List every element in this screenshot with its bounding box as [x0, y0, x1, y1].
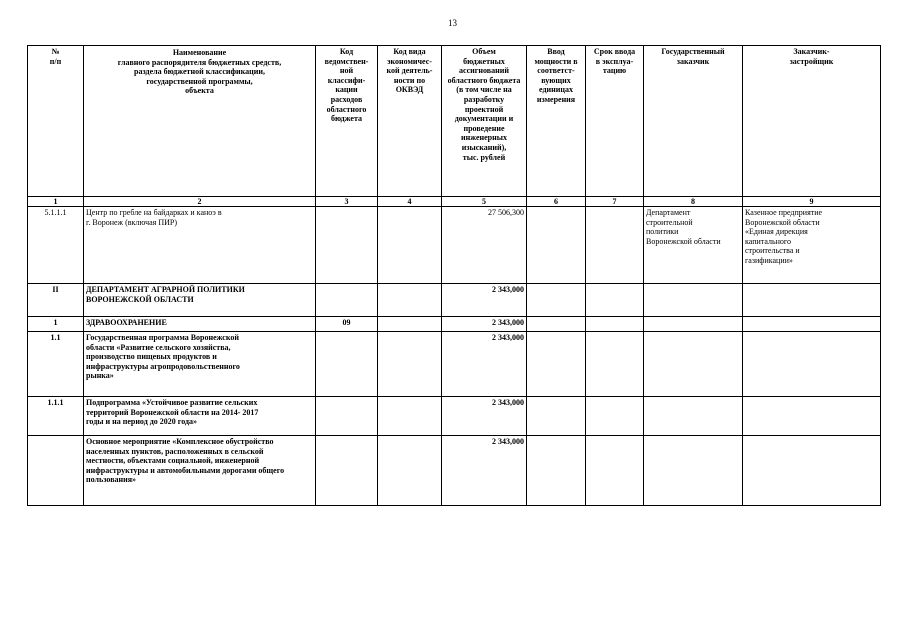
header-number-text: № п/п [49, 47, 62, 66]
header-okved [378, 46, 442, 197]
table-header-row [28, 46, 881, 197]
row-name [84, 207, 316, 284]
table-row [28, 397, 881, 436]
row-name-text: ДЕПАРТАМЕНТ АГРАРНОЙ ПОЛИТИКИ ВОРОНЕЖСКОЙ ОБЛАСТИ [86, 285, 245, 304]
row-term [586, 317, 644, 332]
row-okved [378, 284, 442, 317]
row-capacity [527, 436, 586, 506]
row-amount: 2 343,000 [442, 317, 527, 332]
row-amount: 27 506,300 [442, 207, 527, 284]
row-code [316, 207, 378, 284]
table-row [28, 317, 881, 332]
row-code [316, 397, 378, 436]
row-capacity [527, 284, 586, 317]
column-number: 4 [378, 197, 442, 207]
row-amount: 2 343,000 [442, 284, 527, 317]
row-name [84, 436, 316, 506]
header-dept-code [316, 46, 378, 197]
row-number [28, 436, 84, 506]
header-name [84, 46, 316, 197]
row-name-text: Центр по гребле на байдарках и каноэ в г. Воронеж (включая ПИР) [86, 208, 222, 227]
row-capacity [527, 207, 586, 284]
budget-table [27, 45, 881, 506]
row-okved [378, 207, 442, 284]
row-customer-text: Департамент строительной политики Воронежской области [646, 208, 721, 246]
row-okved [378, 436, 442, 506]
row-name-text: Государственная программа Воронежской области «Развитие сельского хозяйства, производство пищевых продуктов и инфраструктуры агропродовольственного рынка» [86, 333, 240, 381]
row-developer-text: Казенное предприятие Воронежской области «Единая дирекция капитального строительства и газификации» [745, 208, 823, 265]
header-term [586, 46, 644, 197]
table-row [28, 332, 881, 397]
row-capacity [527, 397, 586, 436]
header-developer [743, 46, 881, 197]
header-amount [442, 46, 527, 197]
row-customer [644, 207, 743, 284]
row-code [316, 284, 378, 317]
row-name [84, 397, 316, 436]
row-customer [644, 332, 743, 397]
row-developer [743, 207, 881, 284]
column-number: 9 [743, 197, 881, 207]
header-amount-text: Объем бюджетных ассигнований областного бюджета (в том числе на разработку проектной документации и проведение инженерных изысканий), тыс. рублей [447, 47, 521, 162]
column-number: 2 [84, 197, 316, 207]
column-number: 5 [442, 197, 527, 207]
row-number: 5.1.1.1 [28, 207, 84, 284]
header-customer [644, 46, 743, 197]
row-okved [378, 317, 442, 332]
header-capacity [527, 46, 586, 197]
row-developer [743, 397, 881, 436]
row-number: 1 [28, 317, 84, 332]
row-customer [644, 397, 743, 436]
header-number [28, 46, 84, 197]
row-amount: 2 343,000 [442, 332, 527, 397]
row-amount: 2 343,000 [442, 397, 527, 436]
column-number-row [28, 197, 881, 207]
row-number: 1.1.1 [28, 397, 84, 436]
row-developer [743, 332, 881, 397]
row-customer [644, 317, 743, 332]
column-number: 6 [527, 197, 586, 207]
row-name-text: Основное мероприятие «Комплексное обустройство населенных пунктов, расположенных в сельской местности, объектами социальной, инженерной инфраструктуры и автомобильными дорогами общего пользования» [86, 437, 285, 485]
row-name [84, 284, 316, 317]
row-term [586, 207, 644, 284]
row-customer [644, 436, 743, 506]
row-customer [644, 284, 743, 317]
table-row [28, 284, 881, 317]
page-number: 13 [448, 18, 457, 28]
header-name-text: Наименование главного распорядителя бюджетных средств, раздела бюджетной классификации, государственной программы, объекта [117, 48, 282, 96]
row-okved [378, 397, 442, 436]
column-number: 1 [28, 197, 84, 207]
row-number: 1.1 [28, 332, 84, 397]
row-amount: 2 343,000 [442, 436, 527, 506]
row-developer [743, 317, 881, 332]
row-code: 09 [316, 317, 378, 332]
row-name: ЗДРАВООХРАНЕНИЕ [84, 317, 316, 332]
header-okved-text: Код вида экономичес- кой деятель- ности по ОКВЭД [386, 47, 433, 95]
row-developer [743, 284, 881, 317]
column-number: 7 [586, 197, 644, 207]
header-capacity-text: Ввод мощности в соответст- вующих единицах измерения [534, 47, 578, 104]
header-term-text: Срок ввода в эксплуа- тацию [593, 47, 636, 76]
row-name [84, 332, 316, 397]
row-developer [743, 436, 881, 506]
table-row [28, 207, 881, 284]
row-name-text: Подпрограмма «Устойчивое развитие сельских территорий Воронежской области на 2014- 2017 годы и на период до 2020 года» [86, 398, 259, 427]
row-term [586, 397, 644, 436]
row-term [586, 436, 644, 506]
column-number: 8 [644, 197, 743, 207]
header-customer-text: Государственный заказчик [661, 47, 725, 66]
row-capacity [527, 317, 586, 332]
row-capacity [527, 332, 586, 397]
row-term [586, 284, 644, 317]
row-term [586, 332, 644, 397]
column-number: 3 [316, 197, 378, 207]
row-code [316, 332, 378, 397]
header-developer-text: Заказчик- застройщик [789, 47, 834, 66]
row-number: II [28, 284, 84, 317]
header-dept-code-text: Код ведомствен- ной классифи- кации расходов областного бюджета [324, 47, 369, 124]
row-okved [378, 332, 442, 397]
table-row [28, 436, 881, 506]
row-code [316, 436, 378, 506]
